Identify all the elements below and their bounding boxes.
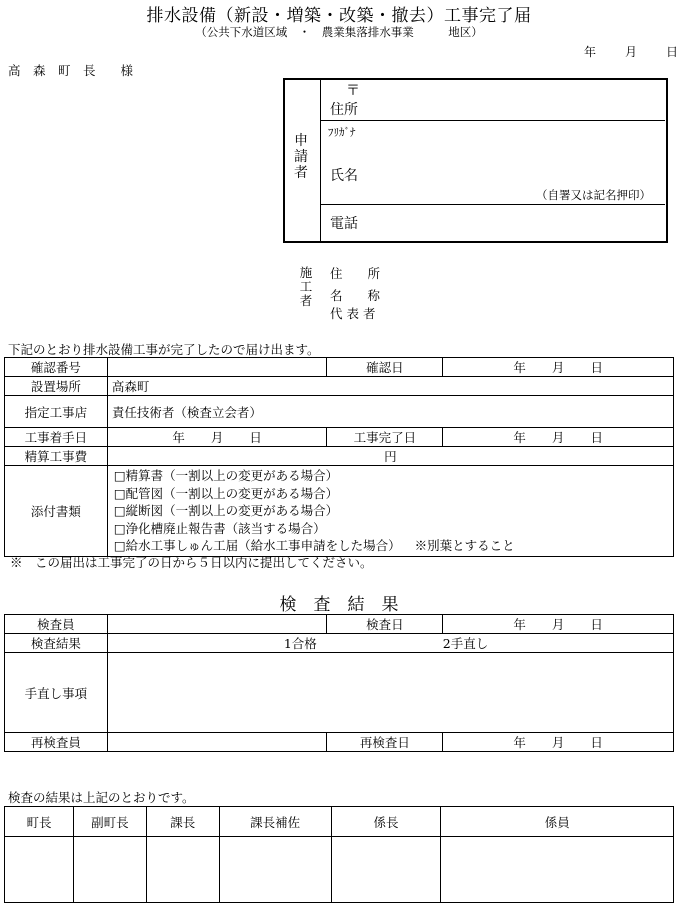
result-label: 検査結果 <box>5 634 108 653</box>
applicant-label: 申 請 者 <box>294 133 308 181</box>
start-date-field[interactable]: 年 月 日 <box>107 428 327 447</box>
applicant-row-line <box>320 204 665 205</box>
attachments-list <box>107 466 673 557</box>
approval-table <box>4 806 674 903</box>
date-month: 月 <box>625 45 638 59</box>
date-day: 日 <box>666 45 678 59</box>
confirm-date-field[interactable]: 年 月 日 <box>443 358 674 377</box>
complete-date-field[interactable]: 年 月 日 <box>443 428 674 447</box>
fix-items-field[interactable] <box>107 653 673 733</box>
contractor-address-label: 住 所 <box>330 266 381 281</box>
attachment-item[interactable]: □配管図（一割以上の変更がある場合） <box>113 485 339 501</box>
confirm-no-label: 確認番号 <box>5 358 108 377</box>
contractor-name-label: 名 称 <box>330 288 381 303</box>
fix-items-label: 手直し事項 <box>5 653 108 733</box>
phone-label: 電話 <box>330 216 358 232</box>
cost-field[interactable]: 円 <box>107 447 673 466</box>
date-year: 年 <box>584 45 597 59</box>
attach-label: 添付書類 <box>5 466 108 557</box>
reinspect-date-label: 再検査日 <box>327 733 443 752</box>
result-pass-option[interactable]: 1合格 <box>283 636 317 651</box>
contractor-rep-label: 代 表 者 <box>330 306 376 321</box>
signature-note: （自署又は記名押印） <box>536 188 651 202</box>
form-title: 排水設備（新設・増築・改築・撤去）工事完了届 <box>146 6 532 26</box>
attachment-item[interactable]: □浄化槽廃止報告書（該当する場合） <box>113 520 326 536</box>
inspection-table <box>4 614 674 752</box>
inspection-title: 検 査 結 果 <box>279 595 399 615</box>
closing-text: 検査の結果は上記のとおりです。 <box>8 790 195 805</box>
approval-header-section-chief: 課長 <box>146 807 219 837</box>
result-fix-option[interactable]: 2手直し <box>442 636 489 651</box>
confirm-date-label: 確認日 <box>327 358 443 377</box>
location-label: 設置場所 <box>5 377 108 396</box>
contractor-label: 施 工 者 <box>299 265 313 308</box>
approval-header-assistant-chief: 課長補佐 <box>219 807 331 837</box>
result-field[interactable] <box>107 634 673 653</box>
stamp-cell-section-chief[interactable] <box>146 837 219 903</box>
stamp-cell-assistant-chief[interactable] <box>219 837 331 903</box>
stamp-cell-deputy-mayor[interactable] <box>73 837 146 903</box>
location-field[interactable]: 高森町 <box>107 377 673 396</box>
completion-form-table <box>4 357 674 557</box>
complete-date-label: 工事完了日 <box>327 428 443 447</box>
stamp-cell-subsection-chief[interactable] <box>331 837 441 903</box>
address-label: 住所 <box>330 102 358 118</box>
approval-header-subsection-chief: 係長 <box>331 807 441 837</box>
furigana-label: ﾌﾘｶﾞﾅ <box>328 126 356 139</box>
attachment-item[interactable]: □給水工事しゅん工届（給水工事申請をした場合） <box>113 538 401 553</box>
stamp-cell-mayor[interactable] <box>5 837 74 903</box>
stamp-cell-staff[interactable] <box>441 837 674 903</box>
start-date-label: 工事着手日 <box>5 428 108 447</box>
reinspector-label: 再検査員 <box>5 733 108 752</box>
inspect-date-field[interactable]: 年 月 日 <box>443 615 674 634</box>
form-subtitle: （公共下水道区域 ・ 農業集落排水事業 地区） <box>195 25 483 39</box>
intro-text: 下記のとおり排水設備工事が完了したので届け出ます。 <box>8 342 320 357</box>
inspector-label: 検査員 <box>5 615 108 634</box>
reinspect-date-field[interactable]: 年 月 日 <box>443 733 674 752</box>
attachment-item[interactable]: □精算書（一割以上の変更がある場合） <box>113 468 339 483</box>
addressee: 高 森 町 長 様 <box>8 63 134 78</box>
applicant-divider <box>320 79 321 241</box>
name-label: 氏名 <box>330 168 358 184</box>
inspect-date-label: 検査日 <box>327 615 443 634</box>
engineer-field[interactable]: 責任技術者（検査立会者） <box>107 396 673 428</box>
contractor-store-label: 指定工事店 <box>5 396 108 428</box>
postal-mark: 〒 <box>346 83 360 99</box>
footnote: ※ この届出は工事完了の日から５日以内に提出してください。 <box>10 555 373 570</box>
confirm-no-field[interactable] <box>107 358 327 377</box>
applicant-row-line <box>320 120 665 121</box>
attachment-item[interactable]: □縦断図（一割以上の変更がある場合） <box>113 503 339 518</box>
reinspector-field[interactable] <box>107 733 327 752</box>
attach-note: ※別葉とすること <box>414 538 515 553</box>
approval-header-deputy-mayor: 副町長 <box>73 807 146 837</box>
inspector-field[interactable] <box>107 615 327 634</box>
approval-header-staff: 係員 <box>441 807 674 837</box>
cost-label: 精算工事費 <box>5 447 108 466</box>
approval-header-mayor: 町長 <box>5 807 74 837</box>
